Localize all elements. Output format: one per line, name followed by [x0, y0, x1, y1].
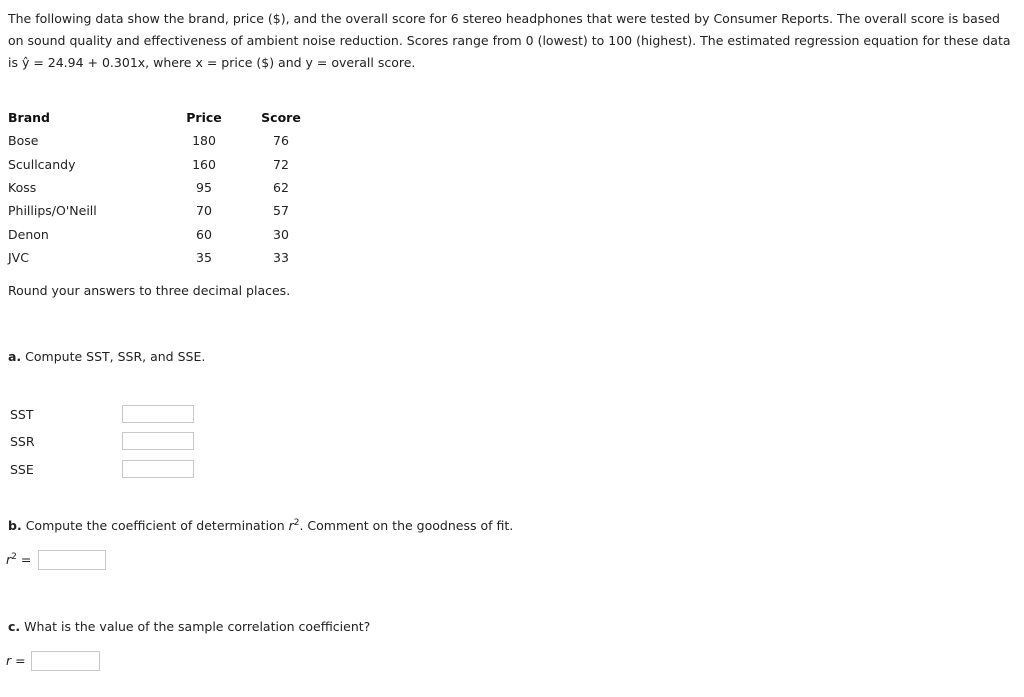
r-input[interactable] — [31, 651, 100, 671]
r-squared-label — [6, 552, 31, 567]
part-b-question — [8, 518, 513, 533]
header-score: Score — [261, 110, 301, 126]
r-label — [6, 653, 26, 668]
cell-score: 33 — [273, 249, 289, 265]
cell-brand: JVC — [8, 249, 29, 265]
ssr-label: SSR — [10, 434, 35, 449]
r-var: r — [6, 653, 12, 668]
cell-score: 62 — [273, 180, 289, 196]
part-a-marker: a. — [8, 349, 22, 364]
problem-intro: The following data show the brand, price ($), and the overall score for 6 stereo headphones that were tested by Consumer Reports. The overall score is based on sound quality and effectiveness of ambient noise reduction. Scores range from 0 (lowest) to 100 (highest). The estimated regression equation for these data is ŷ = 24.94 + 0.301x, where x = price ($) and y = overall score. — [8, 11, 1011, 70]
r-squared-sup: 2 — [11, 552, 17, 562]
part-c-question — [8, 619, 370, 634]
r-squared-eq: = — [16, 552, 32, 568]
cell-score: 30 — [273, 226, 289, 242]
sse-input[interactable] — [122, 460, 194, 478]
table-row — [8, 153, 327, 176]
r-squared-var: r — [6, 552, 12, 568]
cell-price: 95 — [196, 180, 212, 196]
sse-label: SSE — [10, 462, 34, 477]
cell-score: 57 — [273, 203, 289, 219]
cell-brand: Phillips/O'Neill — [8, 203, 97, 219]
cell-score: 76 — [273, 133, 289, 149]
cell-score: 72 — [273, 156, 289, 172]
cell-brand: Scullcandy — [8, 156, 76, 172]
cell-price: 180 — [192, 133, 216, 149]
sst-label: SST — [10, 407, 34, 422]
part-c-marker: c. — [8, 619, 21, 634]
r-squared-input[interactable] — [38, 550, 106, 570]
table-row — [8, 222, 327, 245]
part-a-question — [8, 349, 205, 364]
r-eq: = — [11, 653, 26, 668]
part-b-text-before: Compute the coefficient of determination — [25, 518, 289, 534]
part-b-sup: 2 — [293, 518, 300, 528]
cell-brand: Bose — [8, 133, 39, 149]
cell-price: 60 — [196, 226, 212, 242]
data-table — [8, 106, 327, 269]
cell-brand: Denon — [8, 226, 49, 242]
table-row — [8, 176, 327, 199]
cell-price: 160 — [192, 156, 216, 172]
part-b-marker: b. — [8, 518, 22, 534]
table-row — [8, 129, 327, 152]
part-c-text: What is the value of the sample correlation coefficient? — [24, 619, 371, 634]
sst-input[interactable] — [122, 405, 194, 423]
part-b-text-after: . Comment on the goodness of fit. — [299, 518, 514, 534]
header-price: Price — [186, 110, 222, 126]
table-row — [8, 246, 327, 269]
table-header-row — [8, 106, 327, 129]
part-a-text: Compute SST, SSR, and SSE. — [25, 349, 206, 364]
cell-price: 35 — [196, 249, 212, 265]
cell-brand: Koss — [8, 180, 37, 196]
rounding-instruction: Round your answers to three decimal places. — [8, 283, 291, 298]
table-row — [8, 199, 327, 222]
cell-price: 70 — [196, 203, 212, 219]
part-b-var: r — [288, 518, 294, 534]
ssr-input[interactable] — [122, 432, 194, 450]
header-brand: Brand — [8, 110, 50, 126]
